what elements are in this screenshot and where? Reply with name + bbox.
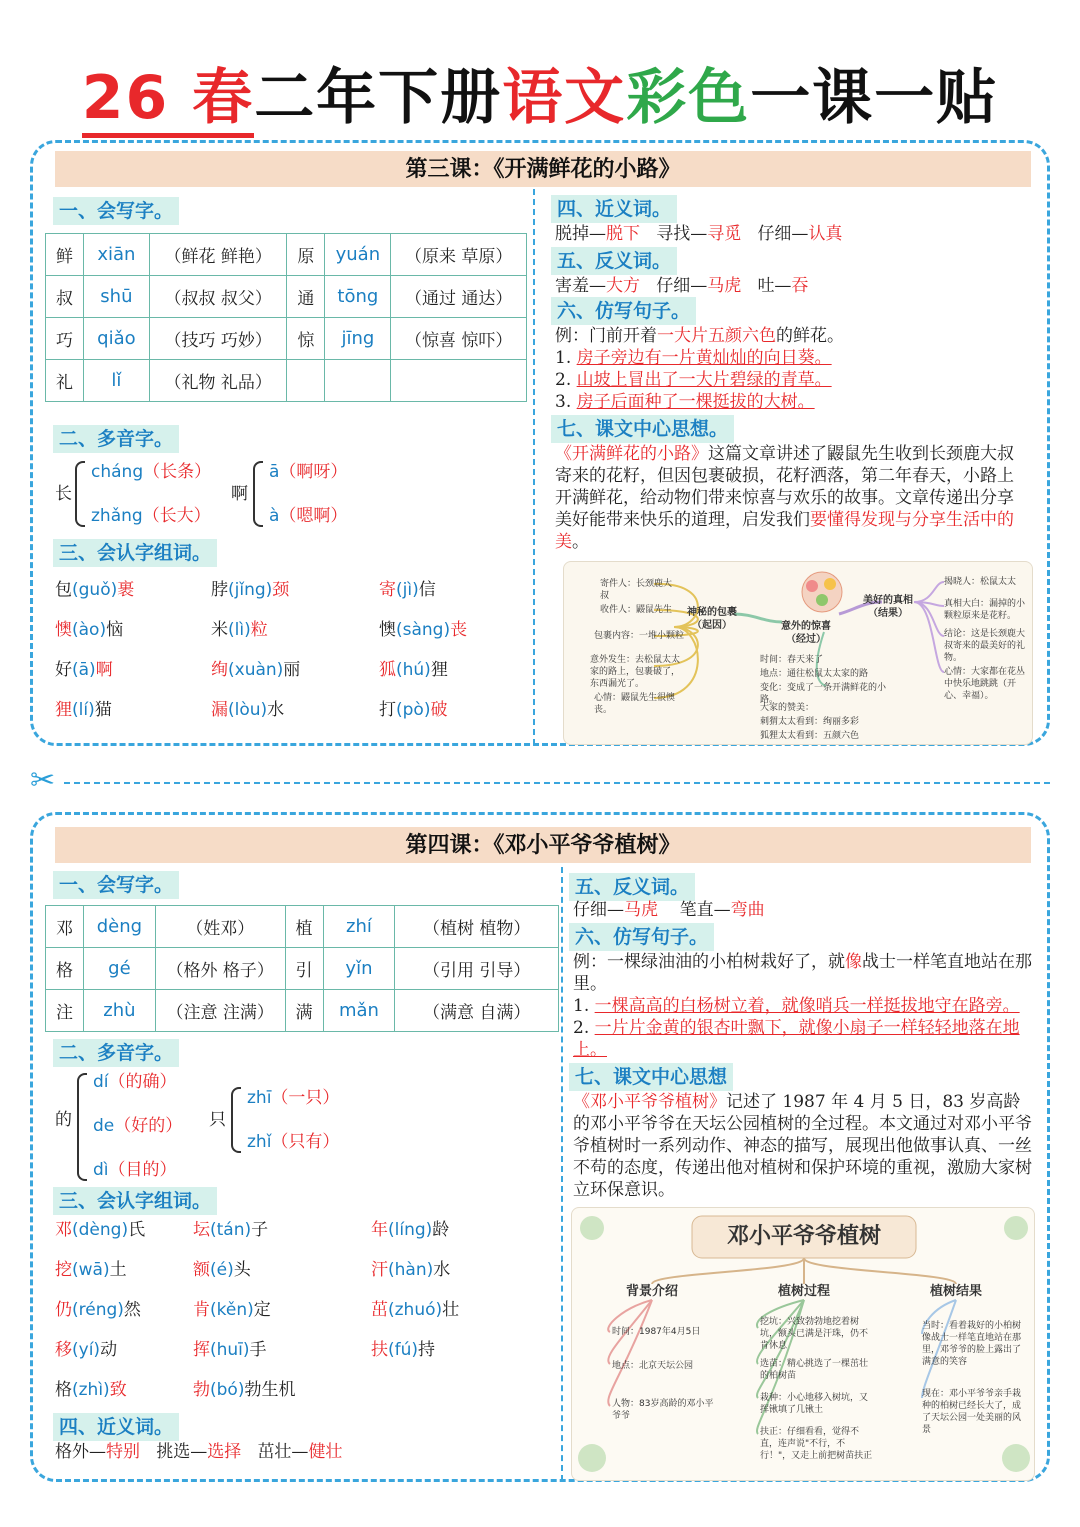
lesson4-poly-char-1: 的: [55, 1110, 72, 1130]
lesson4-mm-a3: 人物：83岁高龄的邓小平爷爷: [612, 1399, 714, 1421]
lesson3-mm-b3: 包裹内容：一堆小颗粒: [594, 631, 685, 641]
lesson3-sentence-3: 3. 房子后面种了一棵挺拔的大树。: [555, 392, 815, 412]
recog-word: 勃(bó)勃生机: [193, 1380, 296, 1400]
lesson4-table-cell: zhù: [83, 990, 155, 1032]
lesson4-poly-1a: dí（的确）: [93, 1072, 177, 1092]
lesson4-table-cell: 满: [285, 990, 323, 1032]
lesson3-mm-d4: 心情：大家都在花丛中快乐地跳跳（开心、幸福）。: [944, 667, 1026, 701]
lesson4-table-cell: 引: [285, 948, 323, 990]
lesson3-table-row: [46, 360, 527, 402]
lesson4-sec-poly: 二、多音字。: [53, 1039, 179, 1067]
title-part-5: 一课一贴: [750, 63, 999, 133]
lesson4-table-cell: zhí: [323, 906, 395, 948]
lesson3-poly-char-2: 啊: [231, 484, 248, 504]
page-title: [0, 58, 1080, 138]
scissors-icon: ✂: [30, 763, 56, 798]
lesson3-column-divider: [533, 189, 535, 745]
lesson3-sec-syn: 四、近义词。: [551, 195, 677, 223]
recog-word: 打(pò)破: [379, 700, 448, 720]
lesson3-table-cell: 鲜: [46, 234, 84, 276]
lesson4-synonyms: 格外—特别 挑选—选择 茁壮—健壮: [55, 1442, 343, 1462]
lesson4-mm-c1: 当时：看着栽好的小柏树像战士一样笔直地站在那里，邓爷爷的脸上露出了满意的笑容: [922, 1321, 1022, 1367]
lesson4-column-divider: [561, 867, 563, 1481]
lesson4-table-cell: （注意 注满）: [155, 990, 285, 1032]
lesson4-sec-ant: 五、反义词。: [569, 873, 695, 901]
lesson3-card: [30, 140, 1050, 746]
lesson4-mm-h2: 植树过程: [777, 1284, 830, 1299]
lesson3-example: 例：门前开着一大片五颜六色的鲜花。: [555, 326, 844, 346]
lesson4-table-cell: 邓: [46, 906, 84, 948]
lesson4-table-cell: dèng: [83, 906, 155, 948]
recog-word: 汗(hàn)水: [371, 1260, 451, 1280]
lesson4-title: 第四课：《邓小平爷爷植树》: [55, 827, 1031, 863]
lesson3-table-cell: 巧: [46, 318, 84, 360]
lesson3-table-cell: （礼物 礼品）: [149, 360, 287, 402]
lesson3-main-idea: 《开满鲜花的小路》这篇文章讲述了鼹鼠先生收到长颈鹿大叔寄来的花籽，但因包裹破损，花籽洒落，第二年春天，小路上开满鲜花，给动物们带来惊喜与欢乐的故事。文章传递出分享美好能带来快乐的道理，启发我们要懂得发现与分享生活中的美。: [555, 444, 1014, 552]
lesson3-mm-b4: 意外发生：去松鼠太太家的路上，包裹破了，东西漏光了。: [590, 655, 681, 689]
lesson3-mm-c4: 大家的赞美：: [760, 703, 815, 713]
lesson3-table-cell: 惊: [287, 318, 325, 360]
lesson4-table-cell: （满意 自满）: [395, 990, 559, 1032]
recog-word: 邓(dèng)氏: [55, 1220, 146, 1240]
lesson3-sentence-2: 2. 山坡上冒出了一大片碧绿的青草。: [555, 370, 832, 390]
lesson3-table-cell: （鲜花 鲜艳）: [149, 234, 287, 276]
title-part-3: 语文: [502, 63, 627, 133]
lesson3-sec-recog: 三、会认字组词。: [53, 539, 217, 567]
lesson4-main-idea: 《邓小平爷爷植树》记述了 1987 年 4 月 5 日，83 岁高龄的邓小平爷爷在天坛公园植树的全过程。本文通过对邓小平爷爷植树时一系列动作、神态的描写，展现出他做事认真、一丝不苟的态度，传递出他对植树和保护环境的重视，激励大家树立环保意识。: [573, 1092, 1032, 1200]
lesson4-card: [30, 812, 1050, 1482]
lesson4-sec-write: 一、会写字。: [53, 871, 179, 899]
lesson3-table-cell: 通: [287, 276, 325, 318]
lesson4-table-cell: gé: [83, 948, 155, 990]
lesson4-mm-b1: 挖坑：兴致勃勃地挖着树坑，额头已满是汗珠，仍不肯休息: [760, 1317, 869, 1351]
lesson4-sentence-1: 1. 一棵高高的白杨树立着，就像哨兵一样挺拔地守在路旁。: [573, 996, 1020, 1016]
lesson4-sec-recog: 三、会认字组词。: [53, 1187, 217, 1215]
recog-word: 年(líng)龄: [371, 1220, 450, 1240]
recog-word: 仍(réng)然: [55, 1300, 141, 1320]
lesson3-mm-d3: 结论：这是长颈鹿大叔寄来的最美好的礼物。: [944, 629, 1026, 663]
lesson4-table-cell: （引用 引导）: [395, 948, 559, 990]
recog-word: 漏(lòu)水: [211, 700, 285, 720]
lesson3-mm-c1: 时间：春天来了: [760, 655, 824, 665]
lesson4-table-cell: （姓邓）: [155, 906, 285, 948]
lesson4-mm-a2: 地点：北京天坛公园: [612, 1361, 694, 1371]
lesson3-write-table: [45, 233, 527, 402]
lesson4-mindmap: [571, 1207, 1035, 1481]
lesson3-mindmap: [563, 561, 1033, 745]
lesson3-table-cell: xiān: [83, 234, 149, 276]
lesson3-mm-h1: 神秘的包裹（起因）: [687, 607, 737, 631]
lesson3-table-cell: [325, 360, 391, 402]
lesson3-table-cell: （惊喜 惊吓）: [391, 318, 527, 360]
lesson3-table-cell: 原: [287, 234, 325, 276]
lesson3-table-cell: qiǎo: [83, 318, 149, 360]
lesson3-mm-c5: 刺猬太太看到：绚丽多彩: [760, 717, 860, 727]
lesson4-table-cell: 格: [46, 948, 84, 990]
brace-4: [231, 1087, 241, 1153]
lesson3-poly-1b: zhǎng（长大）: [91, 506, 211, 526]
lesson3-sec-ant: 五、反义词。: [551, 247, 677, 275]
lesson4-write-table: [45, 905, 559, 1032]
recog-word: 额(é)头: [193, 1260, 251, 1280]
lesson3-sec-write: 一、会写字。: [53, 197, 179, 225]
recog-word: 好(ā)啊: [55, 660, 113, 680]
lesson4-sentence-2: 2. 一片片金黄的银杏叶飘下，就像小扇子一样轻轻地落在地上。: [573, 1018, 1020, 1060]
cut-line: [64, 782, 1050, 784]
lesson3-synonyms: 脱掉—脱下 寻找—寻觅 仔细—认真: [555, 224, 843, 244]
lesson4-poly-2b: zhǐ（只有）: [247, 1132, 340, 1152]
lesson3-mm-c2: 地点：通往松鼠太太家的路: [760, 669, 869, 679]
lesson4-table-cell: mǎn: [323, 990, 395, 1032]
title-part-2: 二年下册: [254, 63, 503, 133]
lesson3-mm-b1: 寄件人：长颈鹿大叔: [600, 579, 673, 601]
lesson3-title: 第三课：《开满鲜花的小路》: [55, 151, 1031, 187]
lesson3-mm-b2: 收件人：鼹鼠先生: [600, 605, 673, 615]
lesson4-poly-char-2: 只: [209, 1110, 226, 1130]
lesson3-mm-c3: 变化：变成了一条开满鲜花的小路。: [760, 683, 887, 705]
recog-word: 扶(fú)持: [371, 1340, 436, 1360]
lesson4-example: 例：一棵绿油油的小柏树栽好了，就像战士一样笔直地站在那里。: [573, 952, 1032, 994]
lesson4-sec-syn: 四、近义词。: [53, 1413, 179, 1441]
lesson3-sentence-1: 1. 房子旁边有一片黄灿灿的向日葵。: [555, 348, 832, 368]
lesson4-mm-b2: 选苗：精心挑选了一棵茁壮的柏树苗: [760, 1359, 869, 1381]
recog-word: 茁(zhuó)壮: [371, 1300, 460, 1320]
lesson3-mm-d1: 揭晓人：松鼠太太: [944, 577, 1017, 587]
lesson3-antonyms: 害羞—大方 仔细—马虎 吐—吞: [555, 276, 809, 296]
lesson3-poly-2b: à（嗯啊）: [269, 506, 348, 526]
lesson3-sec-sent: 六、仿写句子。: [551, 297, 696, 325]
recog-word: 包(guǒ)裹: [55, 580, 135, 600]
recog-word: 米(lì)粒: [211, 620, 268, 640]
brace-3: [77, 1073, 87, 1181]
lesson3-mm-b5: 心情：鼹鼠先生很懊丧。: [594, 693, 676, 715]
lesson3-table-row: [46, 276, 527, 318]
recog-word: 格(zhì)致: [55, 1380, 127, 1400]
lesson4-mm-h3: 植树结果: [929, 1284, 982, 1299]
lesson4-table-cell: （格外 格子）: [155, 948, 285, 990]
lesson4-table-row: [46, 990, 559, 1032]
lesson4-sec-sent: 六、仿写句子。: [569, 923, 714, 951]
lesson3-poly-1a: cháng（长条）: [91, 462, 212, 482]
lesson3-table-cell: tōng: [325, 276, 391, 318]
lesson4-table-cell: （植树 植物）: [395, 906, 559, 948]
lesson4-table-row: [46, 948, 559, 990]
lesson3-table-cell: jīng: [325, 318, 391, 360]
recog-word: 挥(huī)手: [193, 1340, 267, 1360]
lesson4-antonyms: 仔细—马虎 笔直—弯曲: [573, 900, 765, 920]
lesson3-mm-c6: 狐狸太太看到：五颜六色: [760, 731, 860, 741]
lesson3-table-row: [46, 234, 527, 276]
lesson3-sec-idea: 七、课文中心思想。: [551, 415, 734, 443]
lesson4-mm-a1: 时间：1987年4月5日: [612, 1327, 701, 1337]
lesson4-poly-1c: dì（目的）: [93, 1160, 177, 1180]
lesson4-table-row: [46, 906, 559, 948]
lesson3-table-cell: （原来 草原）: [391, 234, 527, 276]
recog-word: 脖(jǐng)颈: [211, 580, 290, 600]
lesson3-table-cell: （叔叔 叔父）: [149, 276, 287, 318]
lesson3-table-cell: （技巧 巧妙）: [149, 318, 287, 360]
recog-word: 狐(hú)狸: [379, 660, 448, 680]
lesson3-sec-poly: 二、多音字。: [53, 425, 179, 453]
recog-word: 肯(kěn)定: [193, 1300, 271, 1320]
lesson3-table-cell: [391, 360, 527, 402]
lesson4-table-cell: 注: [46, 990, 84, 1032]
lesson3-table-cell: （通过 通达）: [391, 276, 527, 318]
lesson4-poly-1b: de（好的）: [93, 1116, 183, 1136]
lesson4-table-cell: yǐn: [323, 948, 395, 990]
brace-1: [75, 461, 85, 527]
recog-word: 移(yí)动: [55, 1340, 118, 1360]
lesson3-poly-2a: ā（啊呀）: [269, 462, 348, 482]
recog-word: 坛(tán)子: [193, 1220, 269, 1240]
lesson4-mm-b4: 扶正：仔细看看，觉得不直，连声说"不行，不行！"，又走上前把树苗扶正: [760, 1427, 873, 1461]
recog-word: 狸(lí)猫: [55, 700, 112, 720]
recog-word: 懊(ào)恼: [55, 620, 124, 640]
lesson4-mm-h1: 背景介绍: [625, 1284, 678, 1299]
lesson4-mm-title: 邓小平爷爷植树: [726, 1224, 881, 1249]
lesson4-poly-2a: zhī（一只）: [247, 1088, 340, 1108]
lesson3-table-row: [46, 318, 527, 360]
recog-word: 绚(xuàn)丽: [211, 660, 301, 680]
lesson3-mm-h2: 意外的惊喜（经过）: [781, 621, 831, 645]
recog-word: 寄(jì)信: [379, 580, 436, 600]
lesson3-table-cell: lǐ: [83, 360, 149, 402]
brace-2: [253, 461, 263, 527]
recog-word: 挖(wā)土: [55, 1260, 127, 1280]
lesson4-mm-b3: 栽种：小心地移入树坑，又挥锹填了几锹土: [760, 1393, 869, 1415]
lesson3-poly-char-1: 长: [55, 484, 72, 504]
lesson3-mm-h3: 美好的真相（结果）: [863, 595, 913, 619]
lesson3-table-cell: 叔: [46, 276, 84, 318]
lesson3-table-cell: 礼: [46, 360, 84, 402]
title-part-4: 彩色: [626, 63, 751, 133]
recog-word: 懊(sàng)丧: [379, 620, 468, 640]
lesson4-table-cell: 植: [285, 906, 323, 948]
lesson4-mm-c2: 现在：邓小平爷爷亲手栽种的柏树已经长大了，成了天坛公园一处美丽的风景: [922, 1389, 1022, 1435]
lesson3-table-cell: [287, 360, 325, 402]
lesson4-sec-idea: 七、课文中心思想: [569, 1063, 733, 1091]
lesson3-mm-d2: 真相大白：漏掉的小颗粒原来是花籽。: [944, 599, 1026, 621]
title-part-1: 26 春: [82, 63, 254, 138]
lesson3-table-cell: shū: [83, 276, 149, 318]
lesson3-table-cell: yuán: [325, 234, 391, 276]
